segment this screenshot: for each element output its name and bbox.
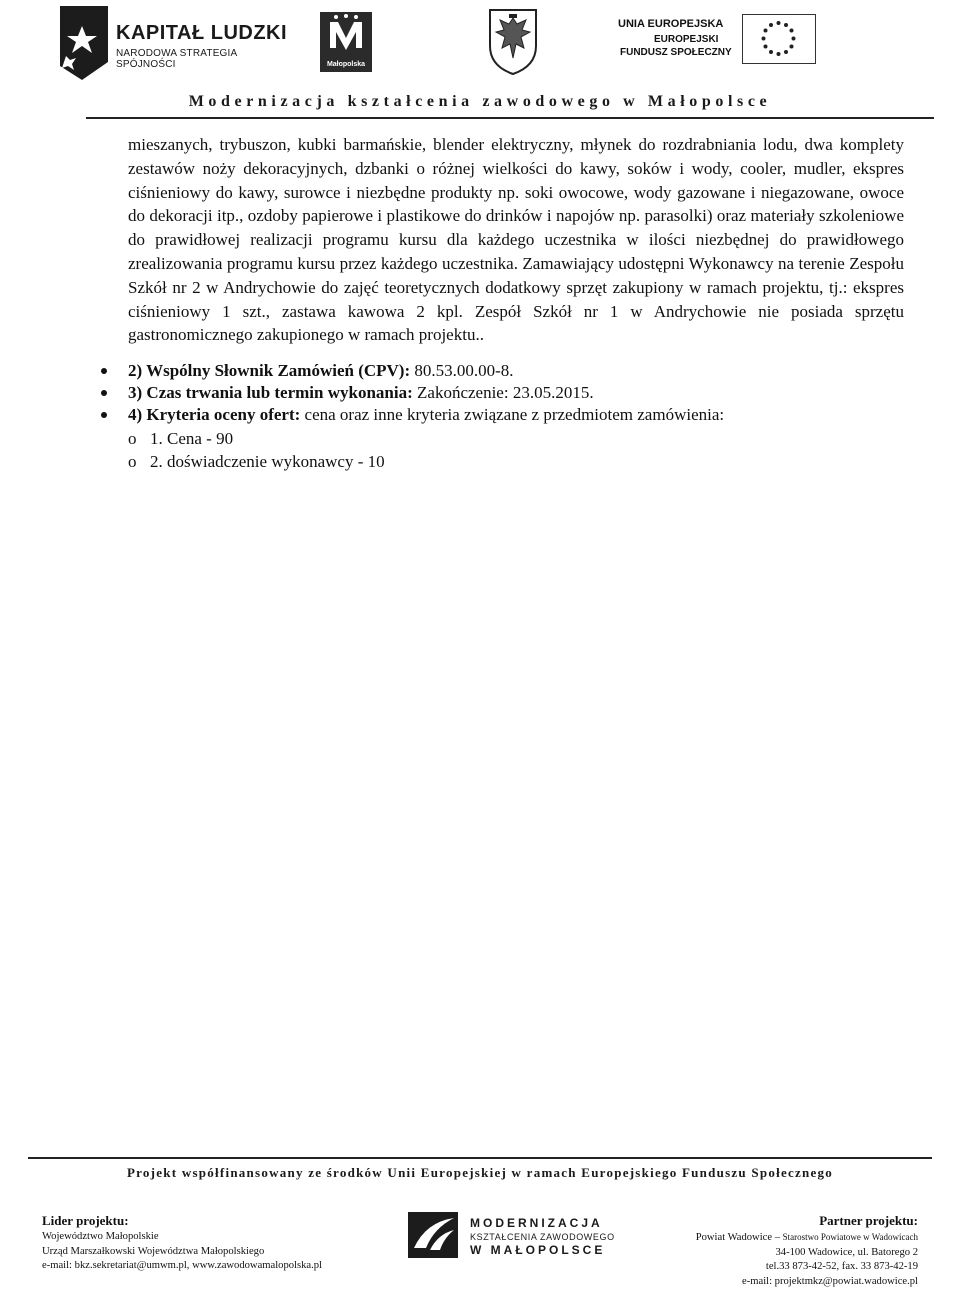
item-label: 2) Wspólny Słownik Zamówień (CPV): bbox=[128, 361, 411, 380]
sub-bullet-icon: o bbox=[128, 429, 137, 448]
leader-heading: Lider projektu: bbox=[42, 1213, 129, 1228]
malopolska-logo bbox=[320, 12, 372, 72]
partner-heading: Partner projektu: bbox=[819, 1213, 918, 1228]
item-value: Zakończenie: 23.05.2015. bbox=[412, 383, 594, 402]
kapital-ludzki-subtitle: NARODOWA STRATEGIA SPÓJNOŚCI bbox=[116, 48, 237, 70]
item-value: cena oraz inne kryteria związane z przedmiotem zamówienia: bbox=[300, 405, 725, 424]
partner-line bbox=[630, 1230, 918, 1246]
item-label: 4) Kryteria oceny ofert: bbox=[128, 405, 301, 424]
malopolska-caption: Małopolska bbox=[326, 61, 366, 68]
modernizacja-emblem-icon bbox=[404, 1208, 462, 1262]
kapital-ludzki-logo bbox=[52, 4, 292, 82]
partner-office: Starostwo Powiatowe w Wadowicach bbox=[782, 1232, 918, 1242]
modernizacja-logo bbox=[404, 1208, 624, 1264]
sub-item-text: 1. Cena - 90 bbox=[150, 429, 234, 448]
sub-item-text: 2. doświadczenie wykonawcy - 10 bbox=[150, 452, 385, 471]
footer-divider bbox=[28, 1157, 932, 1159]
eu-line3: FUNDUSZ SPOŁECZNY bbox=[620, 47, 732, 58]
eu-line2: EUROPEJSKI bbox=[654, 34, 719, 45]
mkz-line2: KSZTAŁCENIA ZAWODOWEGO bbox=[470, 1232, 615, 1242]
sub-item-price bbox=[128, 428, 234, 450]
list-item-criteria bbox=[128, 404, 904, 426]
item-value: 80.53.00.00-8. bbox=[410, 361, 514, 380]
eu-flag-icon bbox=[742, 14, 816, 64]
bullet-icon bbox=[101, 412, 107, 418]
project-partner-block bbox=[630, 1213, 918, 1289]
project-leader-block bbox=[42, 1213, 382, 1274]
kapital-ludzki-title: KAPITAŁ LUDZKI bbox=[116, 22, 288, 44]
mkz-line1: MODERNIZACJA bbox=[470, 1216, 603, 1230]
bullet-icon bbox=[101, 368, 107, 374]
sub-bullet-icon: o bbox=[128, 452, 137, 471]
criteria-list bbox=[128, 360, 904, 426]
leader-line: Urząd Marszałkowski Województwa Małopolskiego bbox=[42, 1245, 265, 1257]
malopolska-emblem-icon bbox=[320, 12, 372, 56]
list-item-cpv bbox=[128, 360, 904, 382]
partner-email: e-mail: projektmkz@powiat.wadowice.pl bbox=[742, 1275, 918, 1287]
eu-line1: UNIA EUROPEJSKA bbox=[618, 18, 724, 30]
kapital-ludzki-emblem-icon bbox=[52, 4, 114, 82]
project-motto: Modernizacja kształcenia zawodowego w Małopolsce bbox=[188, 93, 772, 110]
item-label: 3) Czas trwania lub termin wykonania: bbox=[128, 383, 413, 402]
partner-name: Powiat Wadowice – bbox=[695, 1232, 783, 1243]
mkz-line3: W MAŁOPOLSCE bbox=[470, 1243, 606, 1257]
funding-statement: Projekt współfinansowany ze środków Unii Europejskiej w ramach Europejskiego Funduszu Społecznego bbox=[126, 1165, 834, 1180]
leader-contact: e-mail: bkz.sekretariat@umwm.pl, www.zawodowamalopolska.pl bbox=[42, 1260, 323, 1272]
body-paragraph: mieszanych, trybuszon, kubki barmańskie, blender elektryczny, młynek do rozdrabniania lodu, dwa komplety zestawów noży dekoracyjnych, dzbanki o różnej wielkości do kawy, soków i wody, cooler, mudler, ekspres ciśnieniowy do kawy, surowce i niezbędne produkty np. soki owocowe, wody gazowane i niegazowane, owoce do dekoracji itp., ozdoby papierowe i plastikowe do drinków i napojów np. parasolki) oraz materiały szkoleniowe do prawidłowej realizacji programu kursu dla każdego uczestnika w ilości niezbędnej do prawidłowego zrealizowania programu kursu przez każdego uczestnika. Zamawiający udostępni Wykonawcy na terenie Zespołu Szkół nr 2 w Andrychowie do zajęć teoretycznych dodatkowy sprzęt zakupiony w ramach projektu, tj.: ekspres ciśnieniowy 1 szt., zastawa kawowa 2 kpl. Zespół Szkół nr 1 w Andrychowie nie posiada sprzętu gastronomicznego zakupionego w ramach projektu.. bbox=[128, 135, 904, 345]
sub-item-experience bbox=[128, 451, 385, 473]
list-item-duration bbox=[128, 382, 904, 404]
partner-phone: tel.33 873-42-52, fax. 33 873-42-19 bbox=[765, 1261, 918, 1273]
coat-of-arms-logo bbox=[486, 6, 540, 76]
leader-line: Województwo Małopolskie bbox=[42, 1231, 159, 1242]
eagle-coat-of-arms-icon bbox=[486, 6, 540, 76]
bullet-icon bbox=[101, 390, 107, 396]
partner-address: 34-100 Wadowice, ul. Batorego 2 bbox=[775, 1246, 918, 1258]
header-divider bbox=[86, 117, 934, 119]
